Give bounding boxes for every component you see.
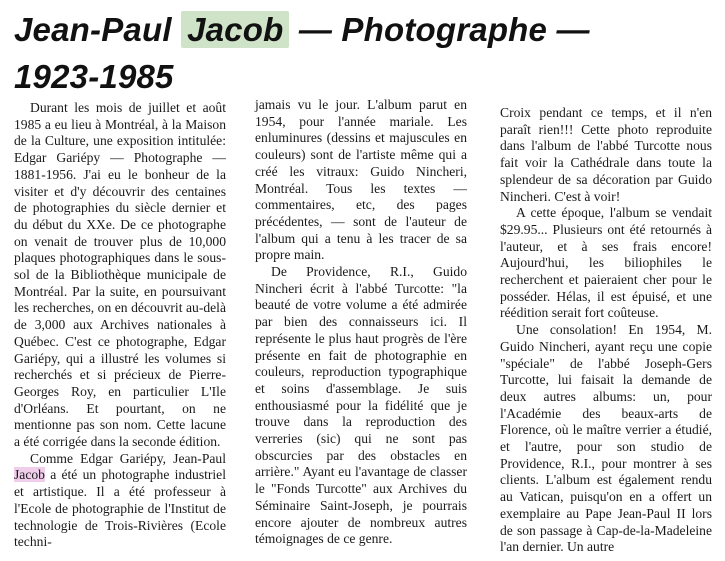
col1-p2-after: a été un photographe industriel et artistique. Il a été professeur à l'Ecole de photographie de l'Institut de technologie de Trois-Rivières (Ecole techni- (14, 467, 226, 550)
col1-paragraph-1: Durant les mois de juillet et août 1985 a eu lieu à Montréal, à la Maison de la Culture, une exposition intitulée: Edgar Gariépy — Photographe — 1881-1956. J'ai eu le bonheur de la visiter et d'y découvrir des centaines de photographies du siècle dernier et du début du XXe. De ce photographe on venait de trouver plus de 10,000 plaques photographiques dans le sous-sol de la Bibliothèque municipale de Montréal. Par la suite, en poursuivant les recherches, on en découvrit au-delà de 3,000 aux Archives nationales à Québec. C'est ce photographe, Edgar Gariépy, qui a illustré les volumes si recherchés et si précieux de Pierre-Georges Roy, en particulier L'Ile d'Orléans. Et pourtant, on ne mentionne pas son nom. Cette lacune a été corrigée dans la seconde édition. (14, 100, 226, 450)
col3-paragraph-1: Croix pendant ce temps, et il n'en paraît rien!!! Cette photo reproduite dans l'album de l'abbé Turcotte nous fait voir la Cathédrale dans toute la splendeur de sa décoration par Guido Nincheri. C'est à voir! (500, 105, 712, 204)
headline-highlighted-name: Jacob (181, 11, 289, 48)
article-headline (14, 6, 714, 100)
col1-highlighted-name: Jacob (14, 467, 45, 483)
column-1 (14, 100, 226, 551)
headline-name: Jean-Paul (14, 11, 182, 48)
headline-dates: 1923-1985 (14, 58, 174, 95)
col1-paragraph-2 (14, 451, 226, 551)
col2-paragraph-2: De Providence, R.I., Guido Nincheri écrit à l'abbé Turcotte: "la beauté de votre volume a été admirée par bien des connaisseurs ici. Il représente le plus haut progrès de l'ère présente en fait de photographie en couleurs, reproduction typographique et soins d'assemblage. Je suis enthousiasmé pour la fidélité que je trouve dans la reproduction des verreries (sic) qui ne sont pas obscurcies par des obstacles en arrière." Ayant eu l'avantage de classer le "Fonds Turcotte" aux Archives du Séminaire Saint-Joseph, je pourrais encore ajouter de nombreux autres témoignages de ce genre. (255, 264, 467, 547)
column-2 (255, 97, 467, 548)
col3-paragraph-2: A cette époque, l'album se vendait $29.95... Plusieurs ont été retournés à l'auteur, et à ses frais encore! Aujourd'hui, les biliophiles le recherchent et paieraient cher pour le posséder. Hélas, il est épuisé, et une réédition serait fort coûteuse. (500, 205, 712, 321)
headline-subtitle: — Photographe — (289, 11, 590, 48)
column-3 (500, 105, 712, 556)
col2-paragraph-1: jamais vu le jour. L'album parut en 1954, pour l'année mariale. Les enluminures (dessins et majuscules en couleurs) sont de l'artiste même qui a créé les vitraux: Guido Nincheri, Montréal. Tous les textes — commentaires, etc, des pages précédentes, — sont de l'auteur de l'album qui a tenu à les tracer de sa propre main. (255, 97, 467, 263)
col3-paragraph-3: Une consolation! En 1954, M. Guido Nincheri, ayant reçu une copie "spéciale" de l'abbé Joseph-Gers Turcotte, lui faisait la demande de deux autres albums: un, pour l'Académie des beaux-arts de Florence, où le maître verrier a étudié, et l'autre, pour son studio de Providence, R.I., pour montrer à ses clients. L'album est également rendu au Vatican, puisqu'on en a offert un exemplaire au Pape Jean-Paul II lors de son passage à Cap-de-la-Madeleine l'an dernier. Un autre (500, 322, 712, 555)
col1-p2-before: Comme Edgar Gariépy, Jean-Paul (30, 450, 226, 466)
